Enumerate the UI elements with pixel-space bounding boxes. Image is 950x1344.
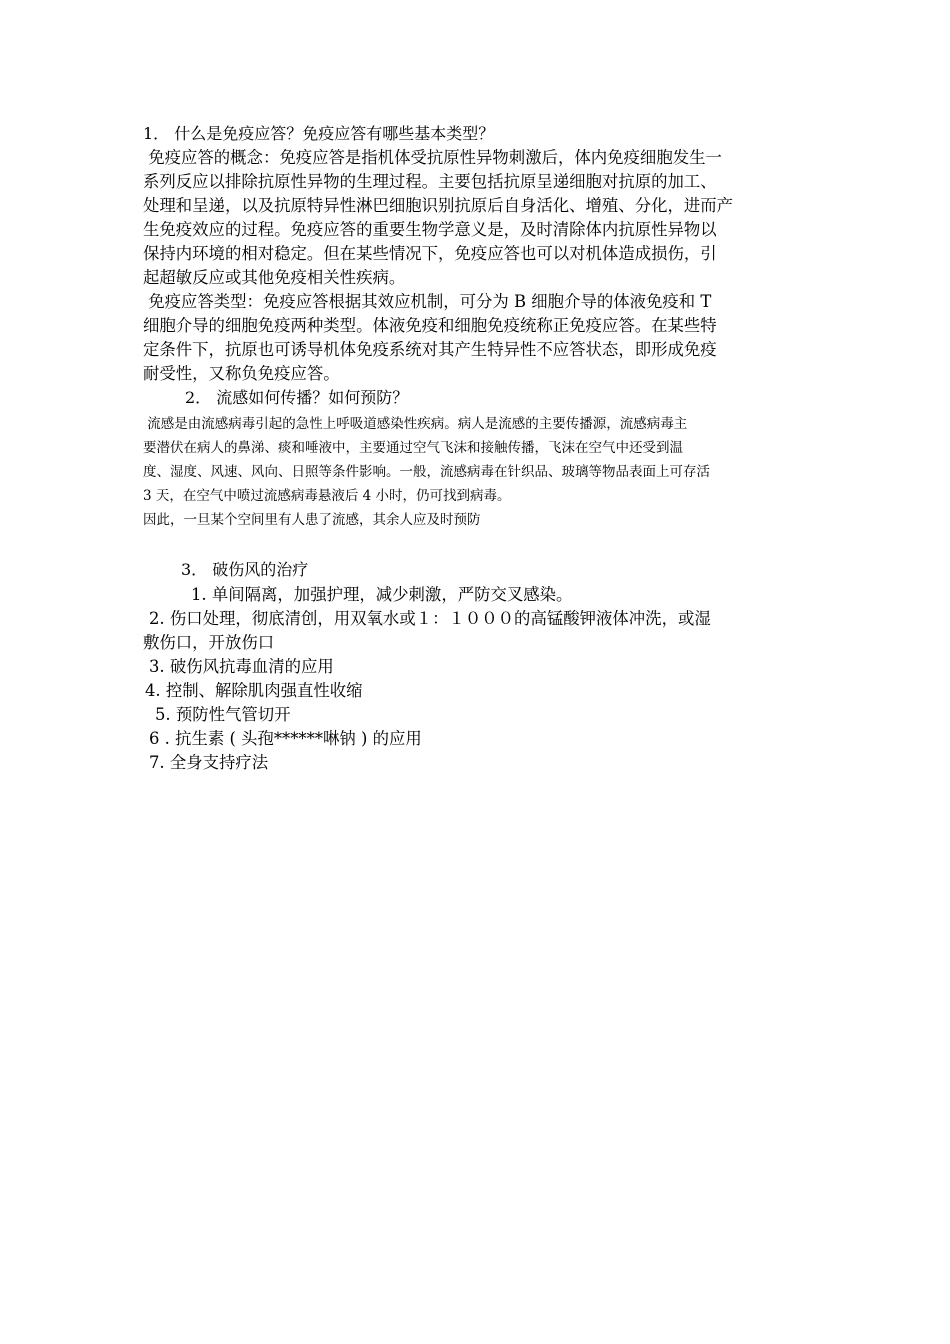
paragraph-line: 细胞介导的细胞免疫两种类型。体液免疫和细胞免疫统称正免疫应答。在某些特 (143, 316, 717, 335)
list-item: 6 . 抗生素 ( 头孢******啉钠 ) 的应用 (149, 729, 422, 748)
paragraph-line: 起超敏反应或其他免疫相关性疾病。 (143, 268, 406, 287)
list-item: 敷伤口，开放伤口 (143, 633, 275, 652)
list-item: 7. 全身支持疗法 (149, 753, 269, 772)
list-item: 4. 控制、解除肌肉强直性收缩 (145, 681, 363, 700)
paragraph-line: 处理和呈递，以及抗原特异性淋巴细胞识别抗原后自身活化、增殖、分化，进而产 (143, 196, 734, 215)
paragraph-line: 耐受性，又称负免疫应答。 (143, 364, 340, 383)
paragraph-line: 流感是由流感病毒引起的急性上呼吸道感染性疾病。病人是流感的主要传播源，流感病毒主 (143, 416, 688, 432)
section2-heading: 2． 流感如何传播？如何预防？ (185, 388, 409, 407)
paragraph-line: 系列反应以排除抗原性异物的生理过程。主要包括抗原呈递细胞对抗原的加工、 (143, 172, 717, 191)
section1-heading: 1． 什么是免疫应答？免疫应答有哪些基本类型？ (143, 124, 495, 143)
paragraph-line: 3 天，在空气中喷过流感病毒悬液后 4 小时，仍可找到病毒。 (143, 488, 511, 504)
paragraph-line: 免疫应答的概念：免疫应答是指机体受抗原性异物刺激后，体内免疫细胞发生一 (143, 148, 722, 167)
list-item: 1. 单间隔离，加强护理，减少刺激，严防交叉感染。 (191, 585, 573, 604)
section1-types-paragraph (143, 290, 813, 386)
paragraph-line: 免疫应答类型：免疫应答根据其效应机制，可分为 B 细胞介导的体液免疫和 T (143, 292, 712, 311)
list-item: 5. 预防性气管切开 (155, 705, 291, 724)
paragraph-line: 要潜伏在病人的鼻涕、痰和唾液中，主要通过空气飞沫和接触传播，飞沫在空气中还受到温 (143, 440, 683, 456)
paragraph-line: 定条件下，抗原也可诱导机体免疫系统对其产生特异性不应答状态，即形成免疫 (143, 340, 717, 359)
list-item: 2. 伤口处理，彻底清创，用双氧水或１：１０００的高锰酸钾液体冲洗，或湿 (149, 609, 711, 628)
list-item: 3. 破伤风抗毒血清的应用 (149, 657, 334, 676)
section1-concept-paragraph (143, 146, 813, 290)
paragraph-line: 保持内环境的相对稳定。但在某些情况下，免疫应答也可以对机体造成损伤，引 (143, 244, 717, 263)
section3-heading: 3． 破伤风的治疗 (181, 560, 309, 579)
spacer (143, 532, 813, 554)
paragraph-line: 生免疫效应的过程。免疫应答的重要生物学意义是，及时清除体内抗原性异物以 (143, 220, 717, 239)
section3-treatment-list (143, 583, 813, 775)
paragraph-line: 因此，一旦某个空间里有人患了流感，其余人应及时预防 (143, 512, 481, 528)
paragraph-line: 度、湿度、风速、风向、日照等条件影响。一般，流感病毒在针织品、玻璃等物品表面上可存活 (143, 464, 710, 480)
document-page (143, 120, 813, 775)
section2-paragraph (143, 412, 813, 532)
